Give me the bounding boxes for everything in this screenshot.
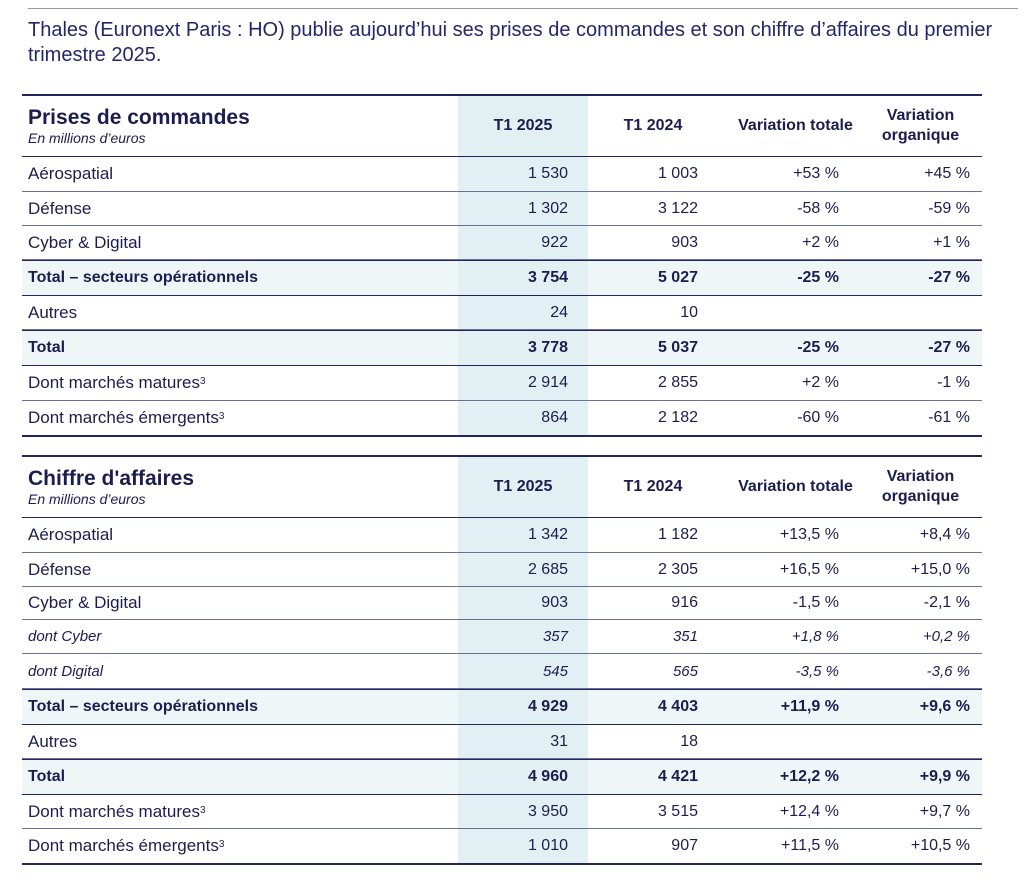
cell-variation-organique-text: +1 % — [933, 233, 970, 251]
table-header — [22, 94, 982, 157]
cell-variation-totale-text: +12,4 % — [779, 802, 839, 820]
cell-q1-2025 — [458, 768, 588, 786]
cell-q1-2024 — [588, 339, 718, 357]
cell-variation-organique — [853, 768, 982, 786]
table-body — [22, 518, 982, 865]
cell-variation-totale — [718, 339, 853, 357]
cell-variation-totale — [718, 803, 853, 821]
cell-variation-totale-text: +11,5 % — [781, 837, 839, 854]
header-q1-2025: T1 2025 — [493, 117, 553, 134]
row-label — [22, 628, 458, 645]
cell-variation-organique-text: +9,9 % — [919, 768, 970, 785]
cell-q1-2024 — [588, 165, 718, 183]
table-row — [22, 689, 982, 725]
cell-q1-2025 — [458, 374, 588, 392]
cell-q1-2025 — [458, 803, 588, 821]
cell-variation-organique-text: -27 % — [928, 339, 970, 356]
cell-q1-2025-text: 2 685 — [527, 560, 568, 578]
cell-q1-2025 — [458, 837, 588, 855]
cell-variation-totale — [718, 561, 853, 579]
row-label — [22, 233, 458, 253]
cell-variation-organique — [853, 594, 982, 612]
cell-q1-2025-text: 1 530 — [527, 165, 568, 182]
cell-variation-totale-text: -25 % — [797, 339, 839, 356]
row-label — [22, 593, 458, 613]
cell-variation-organique-text: +8,4 % — [919, 526, 970, 543]
cell-variation-totale-text: +11,9 % — [780, 698, 839, 715]
table-row — [22, 759, 982, 795]
table-row — [22, 157, 982, 192]
cell-q1-2025-text: 4 929 — [527, 698, 568, 715]
cell-variation-totale — [718, 698, 853, 716]
row-label — [22, 373, 458, 393]
cell-variation-totale — [718, 837, 853, 855]
cell-variation-totale-text: -58 % — [797, 199, 839, 217]
cell-variation-totale-text: +53 % — [793, 165, 839, 182]
cell-variation-totale-text: +16,5 % — [779, 560, 839, 578]
cell-q1-2025 — [458, 234, 588, 252]
cell-q1-2025 — [458, 304, 588, 322]
cell-q1-2025-text: 31 — [550, 732, 568, 750]
cell-variation-totale — [718, 409, 853, 427]
header-variation-organique: Variation organique — [881, 107, 960, 144]
cell-q1-2024-text: 565 — [672, 662, 698, 680]
cell-variation-organique-text: -1 % — [937, 374, 970, 391]
cell-variation-totale-text: -60 % — [797, 409, 839, 426]
cell-q1-2025-text: 903 — [541, 594, 568, 611]
cell-q1-2025 — [458, 733, 588, 751]
cell-variation-organique — [853, 526, 982, 544]
cell-variation-organique-text: +9,6 % — [919, 698, 970, 715]
cell-variation-totale-text: +1,8 % — [791, 628, 839, 645]
header-q1-2024: T1 2024 — [623, 117, 683, 134]
cell-q1-2024 — [588, 733, 718, 751]
cell-variation-totale — [718, 768, 853, 786]
cell-variation-totale — [718, 269, 853, 287]
cell-q1-2025-text: 1 010 — [527, 837, 568, 854]
footnote-marker: 3 — [199, 804, 206, 816]
cell-q1-2025-text: 357 — [542, 628, 568, 645]
header-variation-totale: Variation totale — [738, 117, 853, 134]
row-label — [22, 698, 458, 716]
row-label-text: Dont marchés émergents — [28, 836, 219, 855]
cell-q1-2025-text: 545 — [542, 662, 568, 680]
cell-variation-totale-text: +2 % — [802, 374, 839, 391]
cell-q1-2025-text: 1 302 — [527, 199, 568, 217]
cell-q1-2024 — [588, 561, 718, 579]
row-label — [22, 663, 458, 680]
cell-q1-2025-text: 3 754 — [527, 269, 568, 286]
row-label-text: Total – secteurs opérationnels — [28, 698, 258, 715]
row-label — [22, 525, 458, 545]
table-row — [22, 725, 982, 759]
table-row — [22, 654, 982, 689]
footnote-marker: 3 — [199, 376, 206, 387]
row-label-text: Autres — [28, 731, 78, 751]
cell-q1-2025-text: 3 950 — [527, 802, 568, 820]
cell-variation-totale — [718, 165, 853, 183]
table-row — [22, 587, 982, 620]
table-row — [22, 829, 982, 865]
cell-variation-organique — [853, 269, 982, 287]
cell-q1-2024 — [588, 628, 718, 645]
table-row — [22, 330, 982, 366]
table-title: Chiffre d'affaires — [28, 467, 195, 490]
cell-q1-2024-text: 2 305 — [657, 560, 698, 578]
cell-q1-2024 — [588, 837, 718, 855]
cell-q1-2024 — [588, 269, 718, 287]
table-title-cell — [22, 106, 458, 146]
row-label — [22, 199, 458, 219]
row-label — [22, 303, 458, 323]
row-label — [22, 768, 458, 786]
cell-variation-organique-text: +45 % — [924, 165, 970, 182]
cell-q1-2024 — [588, 594, 718, 612]
row-label-text: dont Cyber — [28, 628, 102, 645]
row-label — [22, 408, 458, 428]
cell-variation-organique-text: -59 % — [928, 199, 970, 217]
cell-q1-2024-text: 18 — [680, 732, 698, 750]
cell-q1-2024-text: 3 122 — [657, 199, 698, 217]
cell-q1-2025 — [458, 200, 588, 218]
cell-variation-organique-text: +15,0 % — [910, 560, 970, 578]
row-label-text: Défense — [28, 198, 92, 218]
cell-variation-organique — [853, 409, 982, 427]
row-label — [22, 269, 458, 287]
cell-q1-2024-text: 1 003 — [657, 165, 698, 182]
cell-variation-organique — [853, 628, 982, 645]
table-title: Prises de commandes — [28, 106, 250, 129]
table-row — [22, 401, 982, 437]
row-label-text: Dont marchés émergents — [28, 408, 219, 427]
cell-variation-organique — [853, 803, 982, 821]
table-row — [22, 260, 982, 296]
header-q1-2024: T1 2024 — [623, 478, 683, 495]
cell-q1-2024 — [588, 374, 718, 392]
cell-q1-2024 — [588, 409, 718, 427]
cell-q1-2025 — [458, 663, 588, 680]
cell-q1-2025-text: 922 — [541, 233, 568, 251]
cell-q1-2025 — [458, 165, 588, 183]
row-label-text: Aérospatial — [28, 164, 114, 183]
cell-variation-totale — [718, 594, 853, 612]
intro-paragraph: Thales (Euronext Paris : HO) publie aujourd’hui ses prises de commandes et son chiffre d’affaires du premier trimestre 2025. — [28, 19, 993, 66]
cell-variation-organique — [853, 698, 982, 716]
cell-variation-organique — [853, 200, 982, 218]
cell-q1-2025-text: 1 342 — [527, 526, 568, 543]
cell-variation-organique — [853, 339, 982, 357]
cell-variation-totale-text: -1,5 % — [792, 594, 839, 611]
cell-q1-2025 — [458, 409, 588, 427]
cell-variation-totale-text: +12,2 % — [779, 768, 839, 785]
cell-variation-totale-text: +2 % — [802, 233, 839, 251]
cell-q1-2024-text: 1 182 — [657, 526, 698, 543]
row-label — [22, 836, 458, 856]
cell-q1-2025 — [458, 561, 588, 579]
cell-q1-2024 — [588, 663, 718, 680]
cell-q1-2024 — [588, 698, 718, 716]
cell-q1-2025 — [458, 698, 588, 716]
cell-variation-totale — [718, 663, 853, 680]
cell-variation-organique — [853, 663, 982, 680]
cell-variation-totale — [718, 628, 853, 645]
row-label-text: Dont marchés matures — [28, 373, 200, 392]
row-label-text: Total – secteurs opérationnels — [28, 269, 258, 286]
cell-variation-totale — [718, 234, 853, 252]
cell-q1-2025-text: 24 — [550, 303, 568, 321]
cell-q1-2025-text: 4 960 — [527, 768, 568, 785]
cell-q1-2024-text: 4 403 — [657, 698, 698, 715]
cell-q1-2025 — [458, 526, 588, 544]
cell-variation-organique — [853, 561, 982, 579]
cell-variation-organique — [853, 837, 982, 855]
cell-variation-totale-text: -3,5 % — [795, 662, 839, 680]
row-label — [22, 802, 458, 822]
table-row — [22, 192, 982, 226]
cell-q1-2024 — [588, 200, 718, 218]
table-subtitle: En millions d’euros — [28, 491, 146, 507]
cell-q1-2025-text: 2 914 — [527, 374, 568, 391]
cell-variation-organique-text: -3,6 % — [926, 662, 970, 680]
cell-q1-2024-text: 903 — [671, 233, 698, 251]
table-row — [22, 518, 982, 553]
table-row — [22, 296, 982, 330]
cell-variation-organique — [853, 234, 982, 252]
cell-variation-totale — [718, 374, 853, 392]
row-label-text: Aérospatial — [28, 525, 114, 544]
cell-variation-totale — [718, 200, 853, 218]
row-label — [22, 732, 458, 752]
row-label-text: Total — [28, 339, 66, 356]
cell-q1-2024-text: 2 855 — [657, 374, 698, 391]
table-row — [22, 226, 982, 260]
cell-q1-2024 — [588, 803, 718, 821]
cell-variation-totale — [718, 526, 853, 544]
row-label — [22, 560, 458, 580]
cell-q1-2024-text: 5 027 — [657, 269, 698, 286]
cell-q1-2024-text: 3 515 — [657, 802, 698, 820]
table-body — [22, 157, 982, 437]
header-variation-organique: Variation organique — [881, 468, 960, 505]
orders-table — [22, 94, 982, 437]
cell-q1-2025 — [458, 339, 588, 357]
table-row — [22, 553, 982, 587]
cell-q1-2025-text: 3 778 — [527, 339, 568, 356]
row-label — [22, 339, 458, 357]
row-label-text: Cyber & Digital — [28, 593, 142, 612]
cell-q1-2024 — [588, 234, 718, 252]
table-header — [22, 455, 982, 518]
cell-variation-organique-text: +9,7 % — [919, 802, 970, 820]
cell-q1-2025-text: 864 — [541, 409, 568, 426]
sales-table — [22, 455, 982, 865]
cell-variation-totale-text: -25 % — [797, 269, 839, 286]
cell-variation-organique-text: +0,2 % — [922, 628, 970, 645]
table-row — [22, 366, 982, 401]
cell-q1-2024 — [588, 768, 718, 786]
footnote-marker: 3 — [218, 839, 225, 850]
cell-variation-totale-text: +13,5 % — [779, 526, 839, 543]
table-row — [22, 620, 982, 654]
cell-q1-2024-text: 351 — [672, 628, 698, 645]
header-variation-totale: Variation totale — [738, 478, 853, 495]
table-subtitle: En millions d’euros — [28, 130, 146, 146]
cell-variation-organique — [853, 374, 982, 392]
cell-variation-organique-text: -61 % — [928, 409, 970, 426]
row-label-text: Cyber & Digital — [28, 232, 142, 252]
row-label-text: Total — [28, 768, 66, 785]
cell-variation-organique-text: +10,5 % — [910, 837, 970, 854]
cell-q1-2024-text: 2 182 — [657, 409, 698, 426]
row-label — [22, 164, 458, 184]
cell-q1-2024 — [588, 526, 718, 544]
cell-q1-2025 — [458, 594, 588, 612]
cell-variation-organique-text: -27 % — [928, 269, 970, 286]
cell-q1-2025 — [458, 269, 588, 287]
cell-variation-organique-text: -2,1 % — [923, 594, 970, 611]
row-label-text: Autres — [28, 302, 78, 322]
cell-q1-2024-text: 916 — [671, 594, 698, 611]
row-label-text: Défense — [28, 559, 92, 579]
cell-q1-2024 — [588, 304, 718, 322]
table-row — [22, 795, 982, 829]
cell-q1-2024-text: 4 421 — [657, 768, 698, 785]
table-title-cell — [22, 467, 458, 507]
cell-q1-2024-text: 907 — [671, 837, 698, 854]
top-rule — [28, 8, 1018, 9]
footnote-marker: 3 — [218, 411, 225, 422]
cell-variation-organique — [853, 165, 982, 183]
row-label-text: Dont marchés matures — [28, 801, 200, 821]
header-q1-2025: T1 2025 — [493, 478, 553, 495]
cell-q1-2024-text: 10 — [680, 303, 698, 321]
cell-q1-2024-text: 5 037 — [657, 339, 698, 356]
cell-q1-2025 — [458, 628, 588, 645]
row-label-text: dont Digital — [28, 662, 104, 680]
